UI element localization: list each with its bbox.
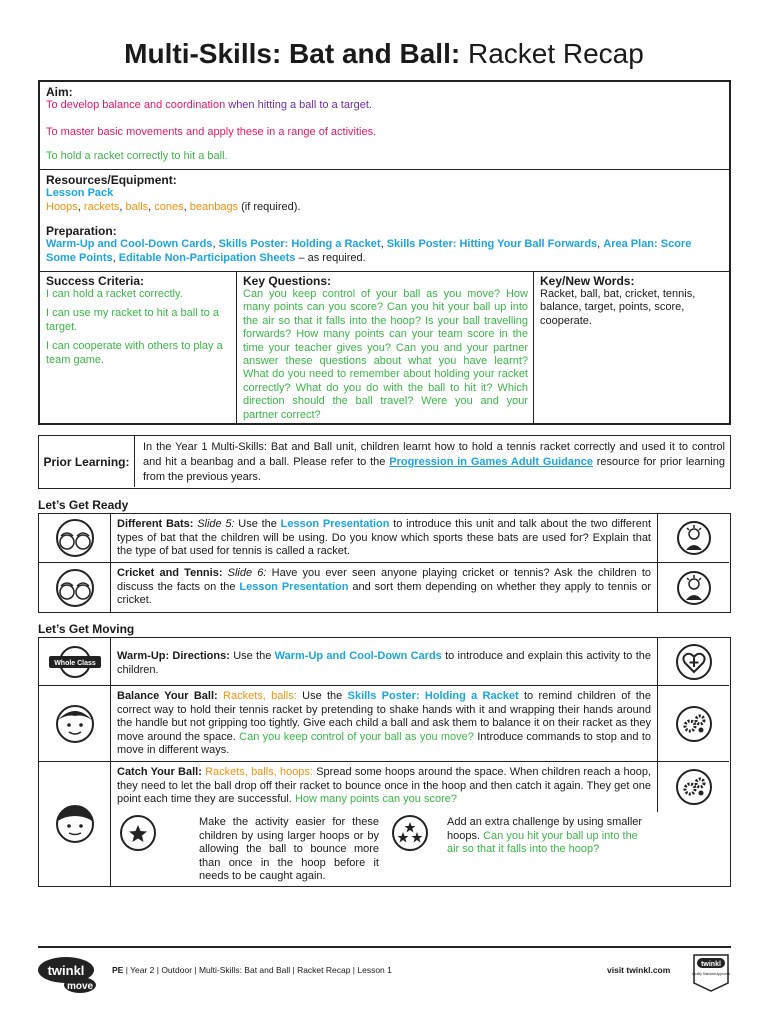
divider [40, 271, 729, 272]
preparation-heading: Preparation: [46, 224, 117, 238]
row-title: Different Bats: [117, 518, 194, 530]
key-words [540, 274, 725, 328]
row-equipment: Rackets, balls: [217, 690, 297, 702]
aim-line1a: To develop balance and coordination [46, 99, 229, 111]
moving-row-balance [39, 686, 729, 762]
prior-text-a: In the Year 1 Multi-Skills: Bat and Ball unit, children learnt how to hold a tennis racket correctly and used it to control and hit a beanbag and a ball. Please refer to the [143, 441, 725, 468]
prep-link-1[interactable]: Warm-Up and Cool-Down Cards [46, 238, 213, 250]
success-item: I can use my racket to hit a ball to a target. [46, 307, 220, 333]
easier-star-icon [119, 814, 157, 857]
ready-row-text [117, 567, 651, 608]
res-rackets: rackets [83, 200, 120, 213]
prep-link-5[interactable]: Editable Non-Participation Sheets [118, 251, 296, 264]
gears-icon [657, 762, 729, 812]
res-suffix: (if required). [238, 200, 301, 213]
moving-row-text [117, 650, 651, 677]
row-question: Can you keep control of your ball as you move? [239, 730, 474, 743]
row-text-c: Introduce commands to stop and to move in different ways. [117, 730, 652, 756]
preparation-section [40, 224, 729, 265]
thinking-icon [657, 514, 729, 562]
row-title: Catch Your Ball: [117, 766, 202, 778]
prior-learning-text [143, 440, 725, 485]
sep: , [77, 200, 84, 213]
moving-row-warmup [39, 638, 729, 686]
badge-top-text: twinkl [701, 961, 721, 968]
title-bold: Multi-Skills: Bat and Ball: [124, 38, 461, 69]
row-text-a: Use the [229, 650, 275, 662]
words-heading: Key/New Words: [540, 274, 635, 288]
sep: , [597, 238, 604, 250]
moving-row-text [117, 690, 651, 758]
row-text-b: to introduce this unit and talk about the two different types of bat that the children will be using. Do you know which sports these bats are used for? Explain that the type of bat used for tennis is called a racket. [117, 518, 652, 557]
harder-text-a: Add an extra challenge by using smaller hoops. [447, 816, 643, 842]
row-slide: Slide 5: [197, 518, 235, 530]
row-slide: Slide 6: [227, 567, 267, 579]
row-text-b: and sort them depending on whether they apply to tennis or cricket. [117, 580, 651, 606]
success-heading: Success Criteria: [46, 274, 145, 288]
title-regular: Racket Recap [460, 38, 644, 69]
harder-stars-icon [391, 814, 429, 857]
holding-racket-poster-link[interactable]: Skills Poster: Holding a Racket [347, 690, 519, 702]
prep-link-3[interactable]: Skills Poster: Hitting Your Ball Forwards [386, 238, 598, 250]
harder-question: Can you hit your ball up into the air so that it falls into the hoop? [447, 829, 638, 855]
moving-row-catch [39, 762, 729, 886]
row-text-a: Use the [296, 690, 348, 702]
easier-text: Make the activity easier for these children by using larger hoops or by allowing the ball to bounce more than once in the hoop before it needs to be caught again. [199, 816, 379, 882]
divider [40, 169, 729, 170]
prep-link-4[interactable]: Area Plan: Score Some Points [46, 238, 692, 264]
lesson-presentation-link[interactable]: Lesson Presentation [280, 518, 390, 530]
visit-twinkl-link[interactable]: visit twinkl.com [607, 965, 671, 975]
sep: , [112, 251, 119, 264]
lets-get-ready-heading: Let’s Get Ready [38, 498, 129, 512]
row-text-a: Spread some hoops around the space. When children reach a hoop, they need to let the ball drop off their racket to bounce once in the hoop and then catch it again. They get one point each time they are successful. [117, 766, 651, 805]
progression-guidance-link[interactable]: Progression in Games Adult Guidance [389, 456, 593, 468]
resources-section [40, 173, 729, 214]
res-beanbags: beanbags [189, 200, 239, 213]
footer-divider [38, 946, 731, 948]
divider [236, 271, 237, 423]
footer-text [112, 965, 392, 975]
row-text-b: to remind children of the correct way to hold their tennis racket by pretending to shake hands with it and wrapping their hands around the handle but not gripping too tightly. Give each child a ball and ask them to balance it on their racket as they move around the space. [117, 690, 651, 743]
success-item: I can cooperate with others to play a team game. [46, 340, 223, 366]
child-face-icon [39, 762, 111, 886]
child-face-icon [39, 686, 111, 761]
lets-get-moving-heading: Let’s Get Moving [38, 622, 135, 636]
ready-row-bats [39, 514, 729, 563]
quality-standard-badge [690, 951, 732, 998]
sep: , [183, 200, 190, 213]
row-equipment: Rackets, balls, hoops: [201, 766, 313, 778]
logo-top-text: twinkl [47, 963, 85, 978]
whole-class-badge: Whole Class [53, 659, 96, 667]
prior-learning-box [38, 435, 731, 489]
words-text: Racket, ball, bat, cricket, tennis, balance, target, points, score, cooperate. [540, 288, 696, 327]
lesson-presentation-link[interactable]: Lesson Presentation [239, 580, 349, 593]
questions-heading: Key Questions: [243, 274, 332, 288]
thinking-icon [657, 563, 729, 612]
aim-section [40, 85, 729, 164]
success-item: I can hold a racket correctly. [46, 288, 183, 300]
resources-heading: Resources/Equipment: [46, 173, 177, 187]
prep-suffix: – as required. [295, 251, 366, 264]
lesson-overview-box [38, 80, 731, 425]
res-balls: balls [125, 200, 149, 213]
ready-row-text [117, 518, 651, 559]
prior-learning-label: Prior Learning: [39, 436, 135, 487]
footer-pe: PE [112, 965, 124, 975]
logo-bottom-text: move [66, 981, 94, 992]
row-title: Warm-Up: Directions: [117, 650, 230, 662]
gears-icon [657, 686, 729, 761]
whole-class-icon [39, 638, 111, 685]
ready-table [38, 513, 731, 613]
sep: , [119, 200, 126, 213]
res-cones: cones [154, 200, 184, 213]
twinkl-move-logo [36, 954, 104, 999]
pair-faces-icon [39, 514, 111, 562]
page-title [0, 36, 768, 72]
warmup-cards-link[interactable]: Warm-Up and Cool-Down Cards [274, 650, 442, 662]
sep: , [212, 238, 219, 250]
ready-row-cricket [39, 563, 729, 612]
prior-text-b: resource for prior learning from the previous years. [143, 456, 725, 483]
sep: , [148, 200, 155, 213]
aim-line2: To master basic movements and apply these in a range of activities. [46, 125, 377, 138]
aim-heading: Aim: [46, 85, 73, 99]
aim-line1b: when hitting a ball to a target. [228, 99, 372, 111]
row-title: Balance Your Ball: [117, 690, 218, 702]
row-text-b: to introduce and explain this activity to the children. [117, 650, 651, 676]
row-title: Cricket and Tennis: [117, 567, 223, 579]
footer-breadcrumb: | Year 2 | Outdoor | Multi-Skills: Bat and Ball | Racket Recap | Lesson 1 [123, 965, 392, 975]
pair-faces-icon [39, 563, 111, 612]
heart-plus-icon [657, 638, 729, 685]
prep-link-2[interactable]: Skills Poster: Holding a Racket [218, 238, 381, 250]
row-text-a: Have you ever seen anyone playing cricket or tennis? Ask the children to discuss the facts on the [117, 567, 651, 593]
badge-bottom-text: Quality Standard Approved [691, 972, 731, 976]
questions-text: Can you keep control of your ball as you move? How many points can you score? Can you hit your ball up into the air so that it falls into the hoop? Is your ball travelling forwards? How many points can your team score in the time your teacher gives you? Can you and your partner answer these questions about what you have learnt? What do you need to remember about holding your racket correctly? What do you do with the ball to hit it? Which direction should the ball travel? Were you and your partner correct? [243, 288, 528, 421]
sep: , [380, 238, 387, 250]
lesson-pack-link[interactable]: Lesson Pack [46, 187, 114, 199]
row-question: How many points can you score? [294, 793, 457, 805]
key-questions [243, 274, 528, 422]
moving-table [38, 637, 731, 887]
divider [533, 271, 534, 423]
moving-row-text [117, 766, 651, 807]
row-text-a: Use the [234, 518, 281, 530]
harder-text [447, 816, 652, 857]
success-criteria [46, 274, 230, 373]
aim-line3: To hold a racket correctly to hit a ball. [46, 150, 228, 162]
res-hoops: Hoops [46, 200, 78, 213]
